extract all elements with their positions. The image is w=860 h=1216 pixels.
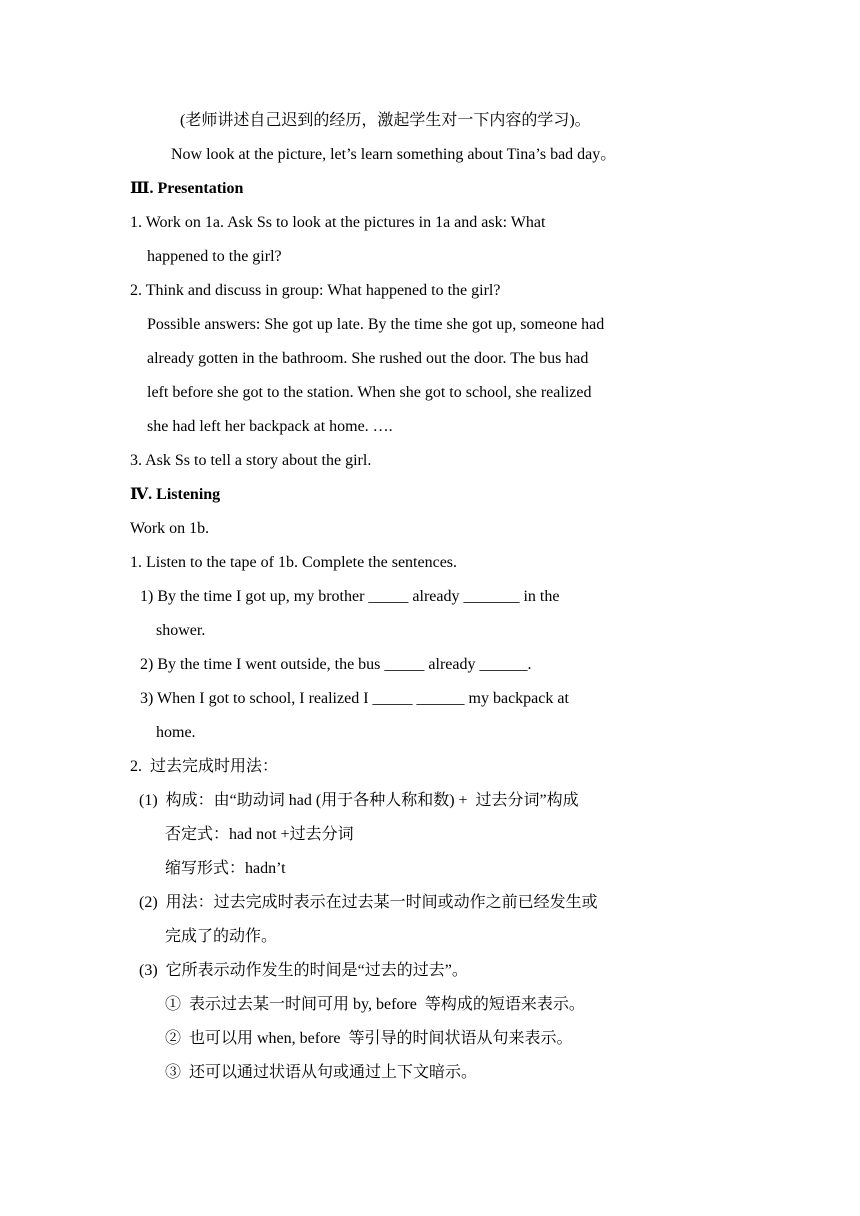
grammar-point-3: (3) 它所表示动作发生的时间是“过去的过去”。 [139,962,468,979]
exercise-sentence-2: 2) By the time I went outside, the bus _____ already ______. [140,656,532,673]
grammar-contraction: 缩写形式：hadn’t [165,860,286,877]
intro-sentence: Now look at the picture, let’s learn something about Tina’s bad day。 [171,146,617,163]
grammar-subpoint-3: ③ 还可以通过状语从句或通过上下文暗示。 [165,1064,478,1081]
intro-note: (老师讲述自己迟到的经历，激起学生对一下内容的学习)。 [180,112,591,129]
possible-answers-line-2: already gotten in the bathroom. She rushed out the door. The bus had [147,350,589,367]
presentation-step-2: 2. Think and discuss in group: What happened to the girl? [130,282,501,299]
listening-step-1: 1. Listen to the tape of 1b. Complete the sentences. [130,554,458,571]
grammar-negative-form: 否定式：had not +过去分词 [165,826,354,843]
grammar-heading: 2. 过去完成时用法： [130,758,279,775]
section-heading-presentation: Ⅲ. Presentation [130,180,244,197]
grammar-point-1: (1) 构成：由“助动词 had (用于各种人称和数) + 过去分词”构成 [139,792,579,809]
grammar-subpoint-1: ① 表示过去某一时间可用 by, before 等构成的短语来表示。 [165,996,585,1013]
possible-answers-line-4: she had left her backpack at home. …. [147,418,393,435]
exercise-sentence-1: 1) By the time I got up, my brother _____ already _______ in the [140,588,560,605]
exercise-sentence-3: 3) When I got to school, I realized I _____ ______ my backpack at [140,690,569,707]
presentation-step-3: 3. Ask Ss to tell a story about the girl. [130,452,372,469]
listening-intro: Work on 1b. [130,520,210,537]
grammar-point-2-cont: 完成了的动作。 [165,928,278,945]
section-heading-listening: Ⅳ. Listening [130,486,221,503]
presentation-step-1-cont: happened to the girl? [147,248,282,265]
grammar-subpoint-2: ② 也可以用 when, before 等引导的时间状语从句来表示。 [165,1030,573,1047]
possible-answers-line-1: Possible answers: She got up late. By the time she got up, someone had [147,316,605,333]
possible-answers-line-3: left before she got to the station. When she got to school, she realized [147,384,592,401]
presentation-step-1: 1. Work on 1a. Ask Ss to look at the pictures in 1a and ask: What [130,214,546,231]
exercise-sentence-1-cont: shower. [156,622,206,639]
exercise-sentence-3-cont: home. [156,724,196,741]
grammar-point-2: (2) 用法：过去完成时表示在过去某一时间或动作之前已经发生或 [139,894,598,911]
